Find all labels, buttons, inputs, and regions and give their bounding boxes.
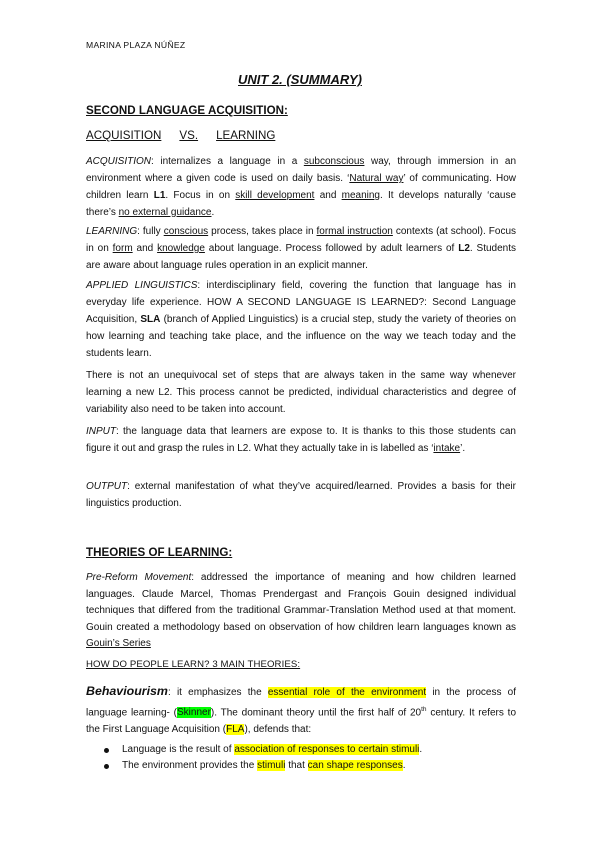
paragraph-behaviourism: Behaviourism: it emphasizes the essential role of the environment in the process of language learning- (Skinner). The dominant theory until the first half of 20th century. It refers to the First Language Acquisition (FLA), defends that:: [86, 684, 517, 736]
paragraph-pre-reform-movement: Pre-Reform Movement: addressed the importance of meaning and how children learned languages. Claude Marcel, Thomas Prendergast and François Gouin designed individual techniques that differed from the traditional Grammar-Translation Method used at that moment. Gouin created a methodology based on observation of how children learn languages known as Gouin’s Series: [86, 572, 516, 649]
paragraph-output: OUTPUT: external manifestation of what they’ve acquired/learned. Provides a basis for their linguistics production.: [86, 481, 516, 509]
paragraph-unequivocal: There is not an unequivocal set of steps that are always taken in the same way whenever learning a new L2. This process cannot be predicted, individual characteristics and degree of variability also need to be taken into account.: [86, 370, 516, 415]
paragraph-input: INPUT: the language data that learners are expose to. It is thanks to this those students can figure it out and grasp the rules in L2. What they actually take in is labelled as ‘intake’.: [86, 426, 516, 454]
page-title: UNIT 2. (SUMMARY): [238, 72, 362, 87]
subheading-how-do-people-learn: HOW DO PEOPLE LEARN? 3 MAIN THEORIES:: [86, 659, 301, 670]
list-item: The environment provides the stimuli that can shape responses.: [104, 758, 514, 774]
heading-theories-of-learning: THEORIES OF LEARNING:: [86, 546, 233, 559]
behaviourism-bullet-list: [104, 742, 514, 774]
paragraph-applied-linguistics: APPLIED LINGUISTICS: interdisciplinary field, covering the function that language has in everyday life experience. HOW A SECOND LANGUAGE IS LEARNED?: Second Language Acquisition, SLA (branch of Applied Linguistics) is a crucial step, study the variety of theories on how learning and teaching take place, and the influence on the way we teach today and the students learn.: [86, 280, 517, 359]
subheading-acquisition-vs-learning: ACQUISITION VS. LEARNING: [86, 129, 276, 142]
paragraph-acquisition: ACQUISITION: internalizes a language in a subconscious way, through immersion in an environment where a given code is used on daily basis. ‘Natural way’ of communicating. How children learn L1. Focus in on skill development and meaning. It develops naturally ‘cause there’s no external guidance.: [86, 156, 517, 218]
list-item: Language is the result of association of responses to certain stimuli.: [104, 742, 514, 758]
author-header: MARINA PLAZA NÚÑEZ: [86, 40, 186, 50]
paragraph-learning: LEARNING: fully conscious process, takes place in formal instruction contexts (at school). Focus in on form and knowledge about language. Process followed by adult learners of L2. Students are aware about language rules operation in an explicit manner.: [86, 226, 517, 271]
heading-second-language-acquisition: SECOND LANGUAGE ACQUISITION:: [86, 104, 288, 117]
